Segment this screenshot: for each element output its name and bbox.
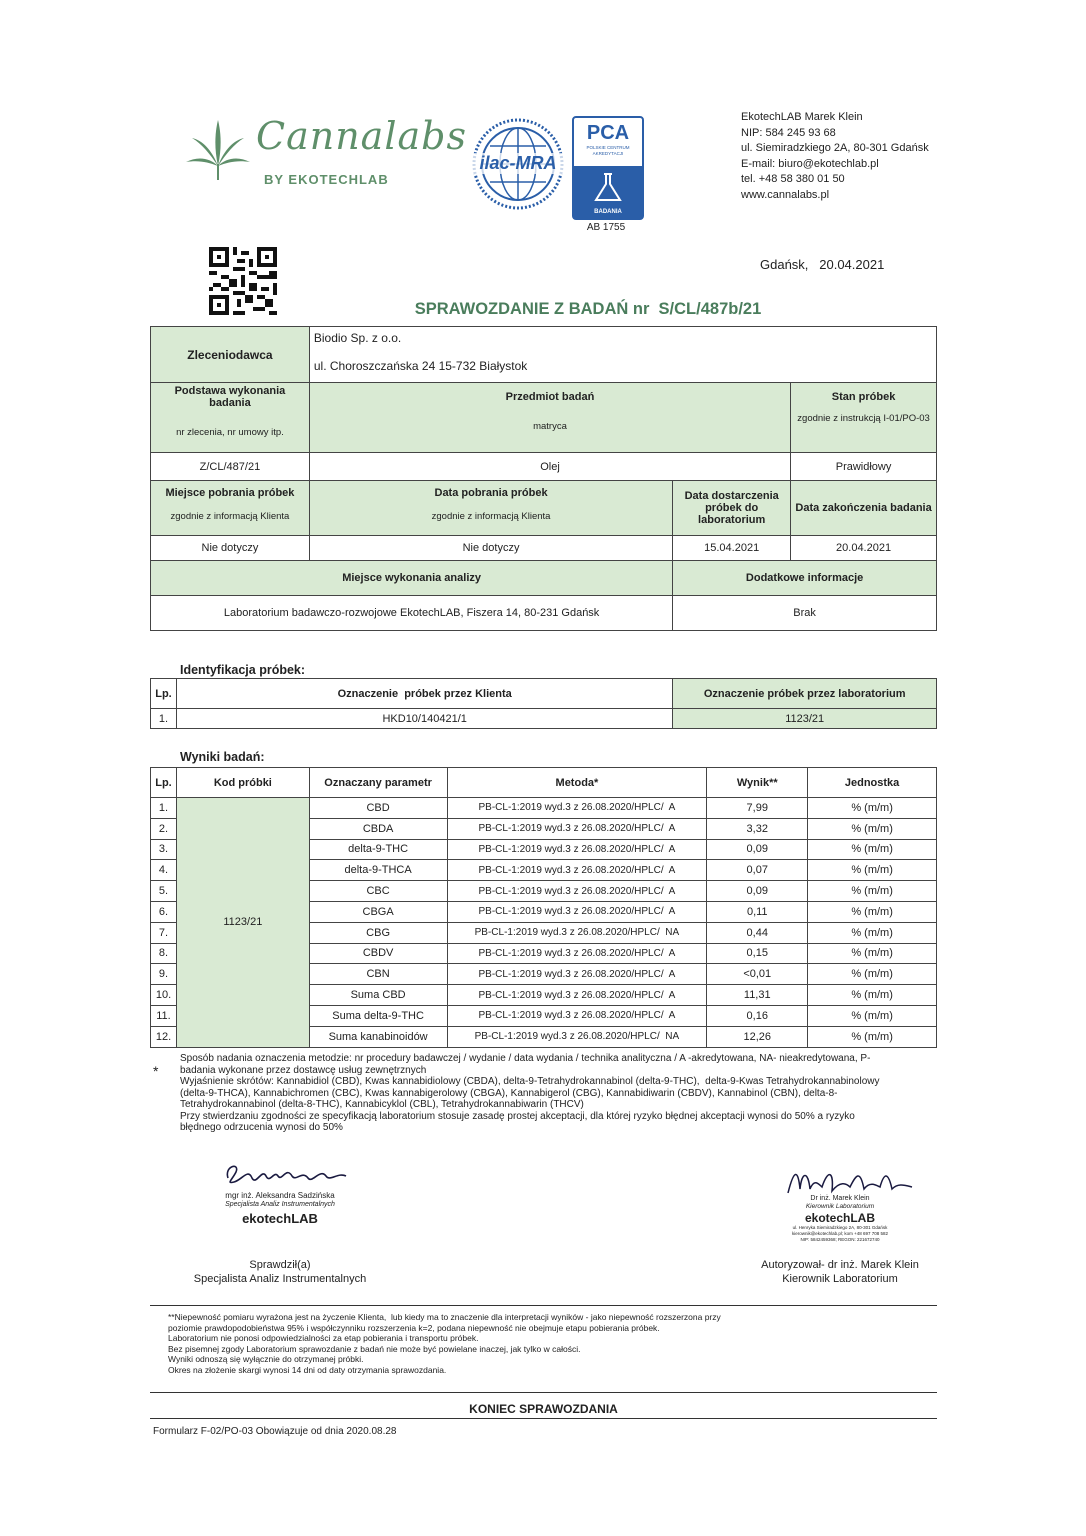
row-method: PB-CL-1:2019 wyd.3 z 26.08.2020/HPLC/ A: [447, 798, 707, 819]
row-unit: % (m/m): [808, 943, 937, 964]
row-unit: % (m/m): [808, 860, 937, 881]
end-date-label: Data zakończenia badania: [791, 481, 937, 536]
row-method: PB-CL-1:2019 wyd.3 z 26.08.2020/HPLC/ NA: [447, 922, 707, 943]
identification-heading: Identyfikacja próbek:: [180, 663, 306, 677]
client-address: ul. Choroszczańska 24 15-732 Białystok: [313, 359, 528, 373]
row-result: 7,99: [707, 798, 808, 819]
row-parameter: delta-9-THCA: [309, 860, 447, 881]
left-stamp-lab: ekotechLAB: [242, 1211, 318, 1226]
state-header: [791, 383, 937, 453]
handwritten-signature-right: [784, 1165, 914, 1199]
basis-value: Z/CL/487/21: [151, 453, 310, 481]
analysis-place-label: Miejsce wykonania analizy: [151, 561, 673, 596]
row-result: 0,09: [707, 881, 808, 902]
company-email[interactable]: E-mail: biuro@ekotechlab.pl: [741, 157, 879, 170]
id-lab-code: 1123/21: [673, 709, 937, 729]
sampling-place-header: [151, 481, 310, 536]
row-unit: % (m/m): [808, 1005, 937, 1026]
col-method: Metoda*: [447, 768, 707, 798]
row-parameter: Suma CBD: [309, 985, 447, 1006]
flask-icon: [588, 172, 628, 204]
company-address: ul. Siemiradzkiego 2A, 80-301 Gdańsk: [741, 142, 929, 154]
cannalabs-logo: [180, 110, 467, 195]
row-lp: 6.: [151, 901, 177, 922]
additional-info-label: Dodatkowe informacje: [673, 561, 937, 596]
note-line: Sposób nadania oznaczenia metodzie: nr procedury badawczej / wydanie / data wydania / technika analityczna / A -akredytowana, NA- nieakredytowana, P-: [180, 1053, 871, 1064]
row-result: 0,09: [707, 839, 808, 860]
row-unit: % (m/m): [808, 798, 937, 819]
subject-label: Przedmiot badań: [505, 391, 595, 403]
right-role-action: Autoryzował- dr inż. Marek Klein: [761, 1259, 919, 1271]
basis-header: [151, 383, 310, 453]
left-stamp-name: mgr inż. Aleksandra Sadzińska: [225, 1191, 335, 1200]
form-reference: Formularz F-02/PO-03 Obowiązuje od dnia 2020.08.28: [153, 1426, 397, 1437]
right-stamp-role: Kierownik Laboratorium: [805, 1203, 875, 1210]
left-signature-stamp: [200, 1158, 360, 1233]
right-stamp-name: Dr inż. Marek Klein: [810, 1195, 870, 1202]
additional-info-value: Brak: [673, 596, 937, 631]
note-line: Wyjaśnienie skrótów: Kannabidiol (CBD), Kwas kannabidiolowy (CBDA), delta-9-Tetrahydrokannabinol (delta-9-THC), delta-9-Kwas Tetrahydrokannabinolowy: [180, 1076, 880, 1087]
row-parameter: CBDA: [309, 818, 447, 839]
footer-note: poziomie prawdopodobieństwa 95% i współczynniku rozszerzenia k=2, podana niepewność nie obejmuje etapu pobierania próbek.: [168, 1322, 660, 1333]
handwritten-signature-left: [222, 1158, 352, 1190]
note-line: badania wykonane przez dostawcę usług zewnętrznych: [180, 1064, 427, 1076]
sampling-date-value: Nie dotyczy: [309, 536, 672, 561]
row-result: 11,31: [707, 985, 808, 1006]
client-name: Biodio Sp. z o.o.: [313, 331, 402, 345]
row-parameter: CBN: [309, 964, 447, 985]
left-role-title: Specjalista Analiz Instrumentalnych: [193, 1273, 367, 1285]
row-result: 12,26: [707, 1026, 808, 1047]
row-result: 3,32: [707, 818, 808, 839]
basis-label: Podstawa wykonania badania: [174, 385, 286, 409]
row-parameter: delta-9-THC: [309, 839, 447, 860]
row-method: PB-CL-1:2019 wyd.3 z 26.08.2020/HPLC/ NA: [447, 1026, 707, 1047]
note-line: błędnego odrzucenia wynosi do 50%: [180, 1122, 343, 1133]
row-parameter: CBC: [309, 881, 447, 902]
right-stamp-lab: ekotechLAB: [804, 1211, 875, 1225]
end-divider: [150, 1392, 937, 1393]
col-sample-code: Kod próbki: [176, 768, 309, 798]
id-col-lab: Oznaczenie próbek przez laboratorium: [673, 679, 937, 709]
right-stamp-nip: NIP: 5842459368; REGON: 221672740: [800, 1237, 880, 1242]
method-notes: [180, 1053, 940, 1134]
row-lp: 5.: [151, 881, 177, 902]
end-underline: [150, 1418, 937, 1419]
sampling-date-label: Data pobrania próbek: [434, 487, 548, 499]
row-unit: % (m/m): [808, 901, 937, 922]
sampling-date-header: [309, 481, 672, 536]
cannabis-leaf-icon: [184, 118, 252, 186]
right-stamp-address: ul. Henryka Siemiradzkiego 2A, 80-301 Gdańsk: [792, 1225, 888, 1230]
row-parameter: Suma delta-9-THC: [309, 1005, 447, 1026]
info-table: [150, 326, 937, 631]
row-parameter: Suma kanabinoidów: [309, 1026, 447, 1047]
row-method: PB-CL-1:2019 wyd.3 z 26.08.2020/HPLC/ A: [447, 818, 707, 839]
id-client-code: HKD10/140421/1: [176, 709, 672, 729]
right-role: [720, 1258, 960, 1286]
row-parameter: CBGA: [309, 901, 447, 922]
col-parameter: Oznaczany parametr: [309, 768, 447, 798]
analysis-place-value: Laboratorium badawczo-rozwojowe EkotechLAB, Fiszera 14, 80-231 Gdańsk: [151, 596, 673, 631]
row-method: PB-CL-1:2019 wyd.3 z 26.08.2020/HPLC/ A: [447, 985, 707, 1006]
row-result: 0,11: [707, 901, 808, 922]
accreditation-number: AB 1755: [586, 222, 626, 233]
end-date-value: 20.04.2021: [791, 536, 937, 561]
footer-note: Okres na złożenie skargi wynosi 14 dni od daty otrzymania sprawozdania.: [168, 1364, 447, 1375]
row-unit: % (m/m): [808, 1026, 937, 1047]
logo-subtitle: BY EKOTECHLAB: [264, 172, 389, 187]
state-label: Stan próbek: [831, 391, 896, 403]
end-of-report: KONIEC SPRAWOZDANIA: [469, 1402, 618, 1416]
footer-notes: [168, 1312, 928, 1376]
right-signature-stamp: [770, 1165, 910, 1250]
row-result: 0,15: [707, 943, 808, 964]
ilac-mra-logo: [470, 116, 566, 212]
results-table: [150, 767, 937, 1048]
asterisk-mark: *: [153, 1063, 159, 1079]
row-result: 0,07: [707, 860, 808, 881]
col-lp: Lp.: [151, 768, 177, 798]
row-lp: 4.: [151, 860, 177, 881]
col-unit: Jednostka: [808, 768, 937, 798]
row-lp: 12.: [151, 1026, 177, 1047]
subject-subtitle: matryca: [533, 421, 567, 432]
pca-title: PCA: [586, 122, 630, 144]
subject-header: [309, 383, 790, 453]
place-date: Gdańsk, 20.04.2021: [760, 257, 885, 272]
delivery-date-label: Data dostarczenia próbek do laboratorium: [673, 481, 791, 536]
row-result: 0,44: [707, 922, 808, 943]
company-website[interactable]: www.cannalabs.pl: [741, 188, 830, 201]
client-cell: [309, 327, 936, 383]
row-method: PB-CL-1:2019 wyd.3 z 26.08.2020/HPLC/ A: [447, 839, 707, 860]
identification-table: [150, 678, 937, 729]
row-method: PB-CL-1:2019 wyd.3 z 26.08.2020/HPLC/ A: [447, 881, 707, 902]
table-row: [151, 798, 937, 819]
table-row: [151, 709, 937, 729]
ilac-text: ilac-MRA: [470, 153, 566, 174]
company-name: EkotechLAB Marek Klein: [741, 111, 863, 123]
row-lp: 11.: [151, 1005, 177, 1026]
id-lp: 1.: [151, 709, 177, 729]
basis-subtitle: nr zlecenia, nr umowy itp.: [176, 427, 284, 438]
pca-logo: [572, 116, 644, 220]
row-method: PB-CL-1:2019 wyd.3 z 26.08.2020/HPLC/ A: [447, 860, 707, 881]
left-role: [150, 1258, 410, 1286]
row-method: PB-CL-1:2019 wyd.3 z 26.08.2020/HPLC/ A: [447, 943, 707, 964]
pca-flask-box: [574, 166, 642, 218]
row-lp: 7.: [151, 922, 177, 943]
report-title: SPRAWOZDANIE Z BADAŃ nr S/CL/487b/21: [414, 300, 762, 318]
id-col-client: Oznaczenie próbek przez Klienta: [176, 679, 672, 709]
pca-badania: BADANIA: [594, 209, 622, 215]
row-unit: % (m/m): [808, 818, 937, 839]
row-unit: % (m/m): [808, 985, 937, 1006]
row-parameter: CBG: [309, 922, 447, 943]
left-role-action: Sprawdził(a): [249, 1259, 311, 1271]
sampling-place-label: Miejsce pobrania próbek: [165, 487, 295, 499]
company-info: [741, 110, 929, 203]
left-stamp-role: Specjalista Analiz Instrumentalnych: [225, 1201, 335, 1208]
row-lp: 10.: [151, 985, 177, 1006]
row-unit: % (m/m): [808, 839, 937, 860]
sampling-place-value: Nie dotyczy: [151, 536, 310, 561]
sample-code: 1123/21: [176, 798, 309, 1048]
state-subtitle: zgodnie z instrukcją I-01/PO-03: [797, 413, 930, 424]
sampling-date-subtitle: zgodnie z informacją Klienta: [431, 511, 551, 522]
row-lp: 1.: [151, 798, 177, 819]
row-lp: 9.: [151, 964, 177, 985]
footer-divider: [150, 1305, 937, 1306]
row-parameter: CBD: [309, 798, 447, 819]
right-stamp-contact: kierownik@ekotechlab.pl; kom +48 697 708 582: [791, 1231, 888, 1236]
company-phone: tel. +48 58 380 01 50: [741, 173, 845, 185]
delivery-date-value: 15.04.2021: [673, 536, 791, 561]
sampling-place-subtitle: zgodnie z informacją Klienta: [170, 511, 290, 522]
row-parameter: CBDV: [309, 943, 447, 964]
footer-note: Laboratorium nie ponosi odpowiedzialności za etap pobierania i transportu próbek.: [168, 1333, 479, 1344]
logo-name: Cannalabs: [256, 114, 467, 158]
row-method: PB-CL-1:2019 wyd.3 z 26.08.2020/HPLC/ A: [447, 901, 707, 922]
pca-subtitle: POLSKIE CENTRUM AKREDYTACJI: [586, 145, 630, 156]
state-value: Prawidłowy: [791, 453, 937, 481]
results-heading: Wyniki badań:: [180, 750, 265, 764]
col-result: Wynik**: [707, 768, 808, 798]
row-lp: 3.: [151, 839, 177, 860]
row-result: <0,01: [707, 964, 808, 985]
subject-value: Olej: [309, 453, 790, 481]
note-line: Przy stwierdzaniu zgodności ze specyfikacją laboratorium stosuje zasadę prostej akceptacji, dla której ryzyko błędnej akceptacji wynosi do 50% a ryzyko: [180, 1110, 855, 1122]
footer-note: **Niepewność pomiaru wyrażona jest na życzenie Klienta, lub kiedy ma to znaczenie dla interpretacji wyników - jako niepewność rozszerzona przy: [168, 1312, 721, 1322]
client-label: Zleceniodawca: [151, 327, 310, 383]
row-method: PB-CL-1:2019 wyd.3 z 26.08.2020/HPLC/ A: [447, 964, 707, 985]
note-line: Tetrahydrokannabinol (delta-8-THC), Kannabicyklol (CBL), Tetrahydrokannabiwarin (THCV): [180, 1099, 584, 1110]
footer-note: Wyniki odnoszą się wyłącznie do otrzymanej próbki.: [168, 1354, 364, 1365]
row-result: 0,16: [707, 1005, 808, 1026]
row-unit: % (m/m): [808, 964, 937, 985]
right-role-title: Kierownik Laboratorium: [782, 1273, 898, 1285]
row-unit: % (m/m): [808, 922, 937, 943]
note-line: (delta-9-THCA), Kannabichromen (CBC), Kwas kannabigerolowy (CBGA), Kannabigerol (CBG), Kannabidiwarin (CBDV), Kannabinol (CBN), delta-8-: [180, 1087, 838, 1099]
id-col-lp: Lp.: [151, 679, 177, 709]
row-unit: % (m/m): [808, 881, 937, 902]
row-method: PB-CL-1:2019 wyd.3 z 26.08.2020/HPLC/ A: [447, 1005, 707, 1026]
company-nip: NIP: 584 245 93 68: [741, 126, 836, 139]
footer-note: Bez pisemnej zgody Laboratorium sprawozdanie z badań nie może być powielane inaczej, jak tylko w całości.: [168, 1343, 581, 1354]
row-lp: 2.: [151, 818, 177, 839]
row-lp: 8.: [151, 943, 177, 964]
